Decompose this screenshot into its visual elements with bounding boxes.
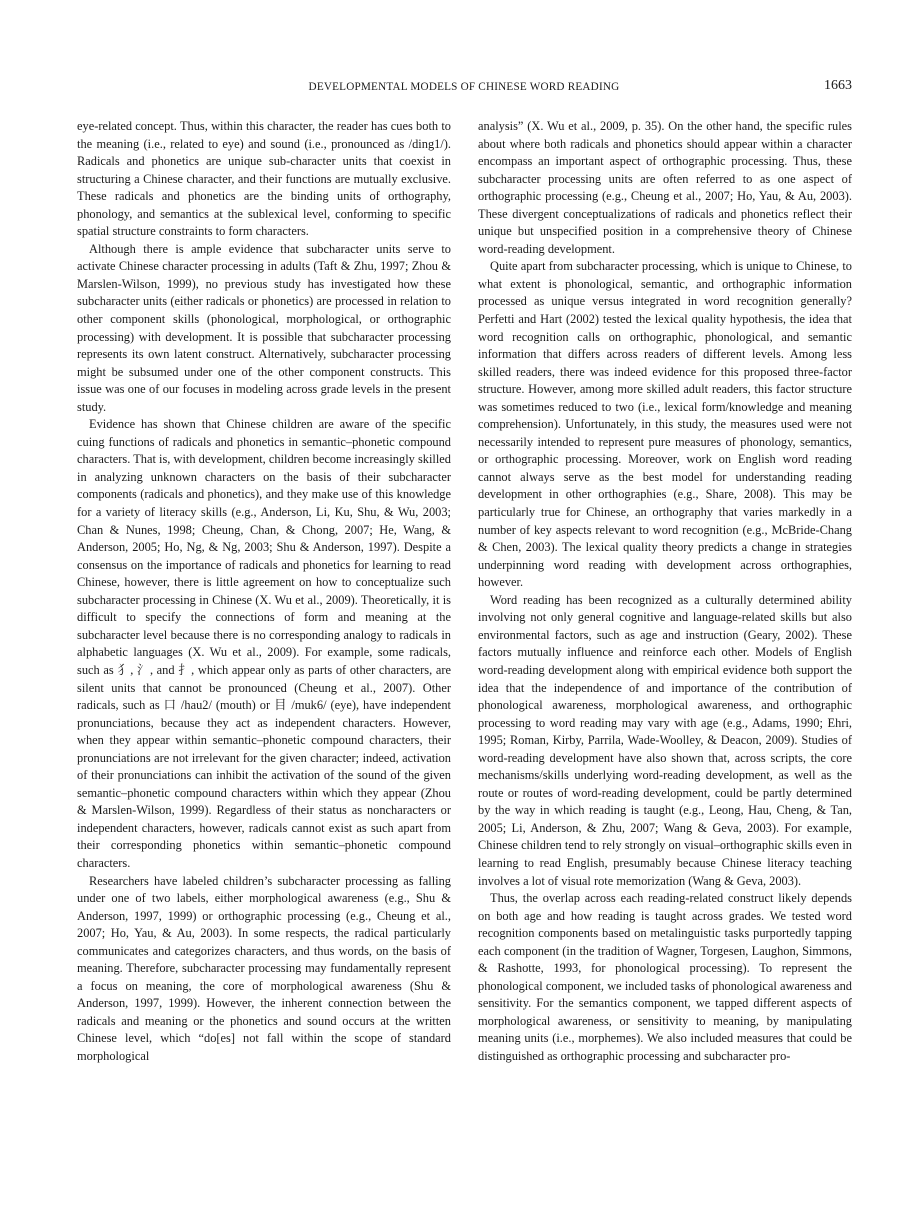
- page-number: 1663: [824, 78, 852, 93]
- right-paragraph-4: Thus, the overlap across each reading-related construct likely depends on both age and how reading is taught across grades. We tested word recognition components based on metalinguistic tasks purportedly tapping each component (in the tradition of Wagner, Torgesen, Laughon, Simmons, & Rashotte, 1993, for phonological processing). To represent the phonological component, we included tasks of phonological awareness and sensitivity. For the semantics component, we tapped different aspects of morphological awareness, or sensitivity to meaning, by manipulating meaning units (i.e., morphemes). We also included measures that could be distinguished as orthographic processing and subcharacter pro-: [478, 891, 852, 1063]
- running-header: [76, 78, 852, 98]
- right-paragraph-1: analysis” (X. Wu et al., 2009, p. 35). On the other hand, the specific rules about where both radicals and phonetics should appear within a character encompass an important aspect of orthographic processing. Thus, these subcharacter processing units are often referred to as one aspect of orthographic processing (e.g., Cheung et al., 2007; Ho, Yau, & Au, 2003). These divergent conceptualizations of radicals and phonetics reflect their unique but unspecified position in a comprehensive theory of Chinese word-reading development.: [478, 119, 852, 256]
- running-head-title: DEVELOPMENTAL MODELS OF CHINESE WORD READING: [308, 81, 620, 93]
- left-column: [77, 118, 451, 1066]
- left-paragraph-2: Although there is ample evidence that subcharacter units serve to activate Chinese character processing in adults (Taft & Zhu, 1997; Zhou & Marslen-Wilson, 1999), no previous study has investigated how these subcharacter units (either radicals or phonetics) are processed in relation to other component skills (phonological, morphological, or orthographic processing) with development. It is possible that subcharacter processing represents its own latent construct. Alternatively, subcharacter processing might be subsumed under one of the other component constructs. This issue was one of our focuses in modeling across grade levels in the present study.: [77, 241, 451, 414]
- left-paragraph-1: eye-related concept. Thus, within this character, the reader has cues both to the meaning (i.e., related to eye) and sound (i.e., pronounced as /ding1/). Radicals and phonetics are unique sub-character units that coexist in structuring a Chinese character, and their functions are mutually exclusive. These radicals and phonetics are the binding units of orthography, phonology, and semantics at the sublexical level, conforming to specific spatial structure constraints to form characters.: [77, 119, 451, 239]
- left-paragraph-4: Researchers have labeled children’s subcharacter processing as falling under one of two labels, either morphological awareness (e.g., Shu & Anderson, 1997, 1999) or orthographic processing (e.g., Cheung et al., 2007; Ho, Yau, & Au, 2003). In some respects, the radical particularly communicates and categorizes characters, and thus words, on the basis of meaning. Therefore, subcharacter processing may fundamentally represent a focus on meaning, the core of morphological awareness (Shu & Anderson, 1997, 1999). However, the inherent connection between the radicals and meaning or the phonetics and sound occurs at the written Chinese level, which “do[es] not fall within the scope of standard morphological: [77, 873, 451, 1063]
- right-column: [478, 118, 852, 1066]
- left-paragraph-3: Evidence has shown that Chinese children are aware of the specific cuing functions of radicals and phonetics in semantic–phonetic compound characters. That is, with development, children become increasingly skilled in analyzing unknown characters on the basis of their subcharacter components (radicals and phonetics), and they make use of this knowledge for a variety of literacy skills (e.g., Anderson, Li, Ku, Shu, & Wu, 2003; Chan & Nunes, 1998; Cheung, Chan, & Chong, 2007; He, Wang, & Anderson, 2005; Ho, Ng, & Ng, 2003; Shu & Anderson, 1997). Despite a consensus on the importance of radicals and phonetics for learning to read Chinese, however, there is little agreement on how to conceptualize such subcharacter processing in Chinese (X. Wu et al., 2009). Theoretically, it is difficult to specify the connections of form and meaning at the subcharacter level because there is no corresponding analogy to radicals in alphabetic languages (X. Wu et al., 2009). For example, some radicals, such as 犭, 氵, and 扌, which appear only as parts of other characters, are silent units that cannot be pronounced (Cheung et al., 2007). Other radicals, such as 口 /hau2/ (mouth) or 目 /muk6/ (eye), have independent pronunciations, because they act as independent characters. However, when they appear within semantic–phonetic compound characters, their pronunciations are not irrelevant for the given character; indeed, activation of their pronunciations can inhibit the activation of the sound of the given semantic–phonetic compound characters within which they appear (Zhou & Marslen-Wilson, 1999). Regardless of their status as noncharacters or independent characters, however, radicals cannot exist as such apart from their corresponding phonetics within semantic–phonetic compound characters.: [77, 417, 451, 870]
- right-paragraph-2: Quite apart from subcharacter processing, which is unique to Chinese, to what extent is phonological, semantic, and orthographic information processed as unique versus integrated in word recognition generally? Perfetti and Hart (2002) tested the lexical quality hypothesis, the idea that word recognition calls on orthographic, phonological, and semantic information that differs across readers of different levels. Among less skilled readers, there was indeed evidence for this proposed three-factor structure. However, among more skilled adult readers, this factor structure was sometimes reduced to two (i.e., lexical form/knowledge and meaning comprehension). Unfortunately, in this study, the measures used were not necessarily intended to represent pure measures of phonology, semantics, or orthographic processing. Moreover, work on English word reading cannot always serve as the best model for understanding reading development in other orthographies (e.g., Share, 2008). This may be particularly true for Chinese, an orthography that varies markedly in a number of key aspects relevant to word recognition (e.g., McBride-Chang & Chen, 2003). The lexical quality theory predicts a change in strategies underpinning word reading with development across orthographies, however.: [478, 259, 852, 590]
- right-paragraph-3: Word reading has been recognized as a culturally determined ability involving not only general cognitive and language-related skills but also environmental factors, such as age and instruction (Geary, 2002). These factors mutually influence and reinforce each other. Models of English word-reading development along with empirical evidence both support the idea that the independence of and importance of the contribution of phonological awareness, morphological awareness, and orthographic processing to word reading may vary with age (e.g., Adams, 1990; Ehri, 1995; Roman, Kirby, Parrila, Wade-Woolley, & Deacon, 2009). Studies of word-reading development have also shown that, across scripts, the core mechanisms/skills underlying word-reading development, as well as the route or routes of word-reading development, could be partly determined by the way in which reading is taught (e.g., Leong, Hau, Cheng, & Tan, 2005; Li, Anderson, & Zhu, 2007; Wang & Geva, 2003). For example, Chinese children tend to rely strongly on visual–orthographic skills even in learning to read English, presumably because Chinese literacy teaching involves a lot of visual rote memorization (Wang & Geva, 2003).: [478, 592, 852, 888]
